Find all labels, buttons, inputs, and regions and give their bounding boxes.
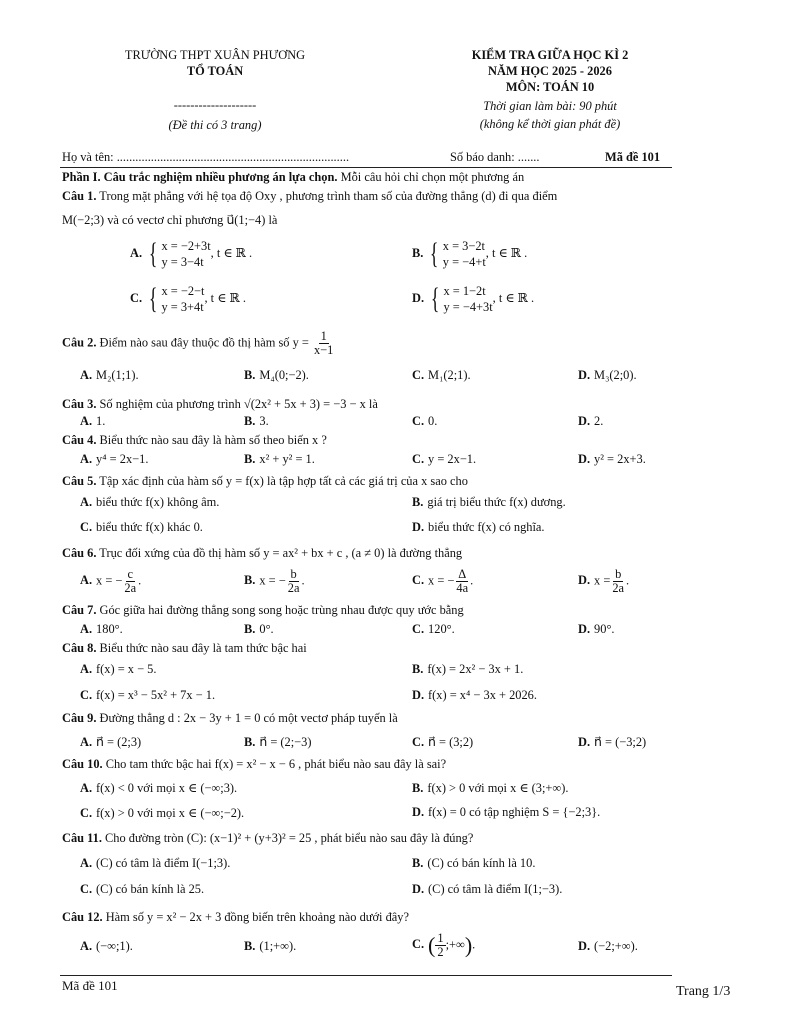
option-letter: C. [130, 290, 143, 305]
department: TỔ TOÁN [186, 64, 244, 78]
q5-option-d[interactable] [412, 520, 545, 535]
option-text: f(x) = 2x² − 3x + 1. [427, 662, 524, 676]
question-text: Hàm số y = x² − 2x + 3 đồng biến trên khoảng nào dưới đây? [102, 910, 409, 924]
q9-option-a[interactable] [80, 734, 141, 750]
option-text: n⃗ = (−3;2) [594, 735, 647, 749]
fraction [286, 567, 305, 595]
q1-option-d[interactable]: D. { x = 1−2t y = −4+3t , t ∈ ℝ . [412, 282, 535, 315]
q6-option-d[interactable] [578, 568, 629, 595]
frac-num: 1 [437, 931, 444, 945]
question-9 [62, 711, 398, 726]
q5-option-b[interactable] [412, 495, 566, 510]
option-letter: C. [80, 806, 93, 820]
option-text: (C) có bán kính là 25. [96, 882, 205, 896]
frac-num: Δ [458, 567, 467, 581]
system-line: y = 3−4t [161, 255, 204, 269]
option-tail: . [301, 573, 305, 588]
option-tail: , t ∈ ℝ . [204, 290, 246, 305]
option-letter: C. [80, 520, 93, 534]
option-letter: B. [412, 856, 424, 870]
part1-label: Phần I. Câu trắc nghiệm nhiều phương án lựa chọn. [62, 170, 338, 184]
q6-option-b[interactable] [244, 568, 305, 595]
option-letter: D. [412, 805, 425, 819]
option-tail: . [626, 573, 630, 588]
question-text: Cho đường tròn (C): (x−1)² + (y+3)² = 25 , phát biểu nào sau đây là đúng? [101, 831, 474, 845]
option-letter: D. [412, 290, 425, 305]
option-text: f(x) = 0 có tập nghiệm S = {−2;3}. [428, 805, 601, 819]
option-letter: C. [412, 414, 425, 428]
question-number: Câu 12. [62, 910, 103, 924]
system-line: x = 3−2t [442, 239, 485, 253]
option-letter: B. [412, 495, 424, 509]
fraction [610, 568, 626, 595]
q8-option-a[interactable] [80, 662, 156, 677]
option-letter: C. [80, 688, 93, 702]
q3-option-a[interactable] [80, 414, 105, 429]
option-letter: A. [80, 368, 93, 382]
school-year: NĂM HỌC 2025 - 2026 [488, 64, 612, 78]
option-text: y² = 2x+3. [594, 452, 646, 466]
option-letter: A. [80, 735, 93, 749]
option-text: x = − [259, 573, 286, 588]
option-letter: A. [80, 495, 93, 509]
question-number: Câu 5. [62, 474, 97, 488]
frac-num: c [127, 567, 134, 581]
option-text: (1;+∞). [259, 939, 297, 953]
q2-option-a[interactable] [80, 368, 139, 383]
question-text: Tập xác định của hàm số y = f(x) là tập hợp tất cả các giá trị của x sao cho [96, 474, 468, 488]
option-letter: D. [412, 882, 425, 896]
option-letter: B. [244, 622, 256, 636]
exam-code: Mã đề 101 [605, 150, 661, 164]
option-letter: B. [412, 781, 424, 795]
option-text: f(x) < 0 với mọi x ∈ (−∞;3). [96, 781, 238, 795]
school-name: TRƯỜNG THPT XUÂN PHƯƠNG [124, 48, 306, 62]
q6-option-a[interactable] [80, 568, 141, 595]
q9-option-c[interactable] [412, 734, 473, 750]
option-text: (C) có bán kính là 10. [427, 856, 536, 870]
q6-option-c[interactable] [412, 568, 473, 595]
frac-den: 4a [456, 581, 469, 595]
frac-den: 2a [612, 581, 625, 595]
option-letter: C. [412, 573, 425, 588]
footer-exam-code: Mã đề 101 [62, 978, 118, 993]
option-text: biểu thức f(x) không âm. [96, 495, 220, 509]
q9-option-d[interactable] [578, 734, 646, 750]
student-id-field: Số báo danh: ....... [450, 150, 540, 164]
q2-option-c[interactable] [412, 368, 471, 383]
option-tail: . [138, 573, 142, 588]
option-text: x = [594, 573, 611, 588]
question-text: Cho tam thức bậc hai f(x) = x² − x − 6 , phát biểu nào sau đây là sai? [102, 757, 447, 771]
page-number: Trang 1/3 [676, 984, 731, 999]
q12-option-c[interactable]: C. ( $\frac{1}{2}$ ;+∞). [412, 931, 476, 959]
option-text: 120°. [428, 622, 455, 636]
option-text: biểu thức f(x) có nghĩa. [428, 520, 545, 534]
option-tail: . [470, 573, 474, 588]
option-letter: D. [578, 414, 591, 428]
option-letter: A. [80, 939, 93, 953]
option-text: f(x) > 0 với mọi x ∈ (3;+∞). [427, 781, 569, 795]
option-letter: C. [412, 368, 425, 382]
option-text: y⁴ = 2x−1. [96, 452, 149, 466]
question-5 [62, 474, 468, 489]
option-text: M₁(2;1). [428, 368, 471, 382]
system-line: y = 3+4t [161, 300, 204, 314]
q7-option-a[interactable] [80, 622, 123, 637]
system-line: x = −2−t [161, 284, 205, 298]
time-note: (không kể thời gian phát đề) [479, 117, 621, 131]
q3-option-b[interactable] [244, 414, 269, 429]
option-text: 1. [96, 414, 106, 428]
system-line: x = 1−2t [443, 284, 486, 298]
option-letter: B. [244, 452, 256, 466]
question-text: Đường thẳng d : 2x − 3y + 1 = 0 có một vectơ pháp tuyến là [96, 711, 398, 725]
q7-option-b[interactable] [244, 622, 274, 637]
option-letter: D. [412, 688, 425, 702]
subject: MÔN: TOÁN 10 [505, 80, 595, 94]
q8-option-b[interactable] [412, 662, 523, 677]
question-3 [62, 397, 378, 412]
option-text: M₂(1;1). [96, 368, 139, 382]
part1-desc: Mỗi câu hỏi chỉ chọn một phương án [337, 170, 525, 184]
option-text: (−∞;1). [96, 939, 133, 953]
q4-option-a[interactable] [80, 452, 148, 467]
option-letter: A. [130, 245, 143, 260]
option-text: (−2;+∞). [594, 939, 638, 953]
option-letter: B. [244, 939, 256, 953]
q9-option-b[interactable] [244, 734, 312, 750]
option-text: (C) có tâm là điểm I(1;−3). [428, 882, 563, 896]
q5-option-c[interactable] [80, 520, 203, 535]
student-name-field: Họ và tên: ........................................................................... [62, 150, 350, 164]
option-text: ;+∞ [445, 937, 465, 952]
option-text: f(x) = x − 5. [96, 662, 157, 676]
option-letter: D. [578, 368, 591, 382]
frac-den: 2a [124, 581, 137, 595]
question-number: Câu 1. [62, 189, 97, 203]
q10-option-a[interactable] [80, 780, 237, 796]
option-letter: A. [80, 414, 93, 428]
option-text: n⃗ = (2;3) [96, 735, 142, 749]
question-text: Điểm nào sau đây thuộc đồ thị hàm số y = [96, 335, 309, 350]
option-text: x = − [428, 573, 455, 588]
option-text: f(x) > 0 với mọi x ∈ (−∞;−2). [96, 806, 245, 820]
question-text: Trục đối xứng của đồ thị hàm số y = ax² + bx + c , (a ≠ 0) là đường thẳng [96, 546, 463, 560]
option-text: 90°. [594, 622, 615, 636]
option-letter: C. [412, 452, 425, 466]
option-text: x = − [96, 573, 123, 588]
q1-option-a[interactable]: A. { x = −2+3t y = 3−4t , t ∈ ℝ . [130, 237, 253, 270]
q8-option-d[interactable] [412, 688, 537, 703]
question-6 [62, 546, 462, 561]
option-text: y = 2x−1. [428, 452, 477, 466]
footer-rule [60, 975, 672, 976]
frac-den: 2 [437, 945, 444, 959]
q4-option-b[interactable] [244, 452, 315, 467]
option-letter: B. [244, 368, 256, 382]
option-letter: D. [578, 622, 591, 636]
separator-dashes: -------------------- [173, 98, 257, 112]
option-text: 180°. [96, 622, 123, 636]
question-number: Câu 4. [62, 433, 97, 447]
question-number: Câu 6. [62, 546, 97, 560]
question-text: Số nghiệm của phương trình √(2x² + 5x + 3) = −3 − x là [96, 397, 378, 411]
q4-option-c[interactable] [412, 452, 476, 467]
option-tail: , t ∈ ℝ . [210, 245, 253, 260]
question-2 [62, 330, 335, 357]
fraction [435, 932, 445, 959]
system-line: x = −2+3t [161, 239, 211, 253]
q12-option-b[interactable] [244, 939, 296, 954]
q7-option-d[interactable] [578, 622, 615, 637]
question-number: Câu 7. [62, 603, 97, 617]
option-letter: B. [244, 735, 256, 749]
question-8 [62, 641, 307, 656]
option-text: n⃗ = (3;2) [428, 735, 474, 749]
option-letter: D. [578, 573, 591, 588]
option-letter: D. [578, 735, 591, 749]
exam-title: KIỂM TRA GIỮA HỌC KÌ 2 [471, 48, 629, 62]
header-rule [60, 167, 672, 168]
option-text: 0°. [259, 622, 274, 636]
question-10 [62, 757, 446, 772]
question-number: Câu 11. [62, 831, 102, 845]
q3-option-c[interactable] [412, 414, 437, 429]
q12-option-d[interactable] [578, 939, 638, 954]
part1-heading [62, 170, 524, 185]
pages-note: (Đề thi có 3 trang) [168, 118, 262, 132]
option-text: n⃗ = (2;−3) [259, 735, 312, 749]
option-text: M₃(2;0). [594, 368, 637, 382]
question-number: Câu 2. [62, 335, 97, 350]
q10-option-c[interactable] [80, 805, 244, 821]
option-letter: A. [80, 662, 93, 676]
question-number: Câu 8. [62, 641, 97, 655]
q11-option-c[interactable] [80, 882, 204, 897]
question-text: Trong mặt phẳng với hệ tọa độ Oxy , phương trình tham số của đường thẳng (d) đi qua điểm [96, 189, 558, 203]
option-text: x² + y² = 1. [259, 452, 315, 466]
option-tail: , t ∈ ℝ . [492, 290, 535, 305]
fraction [312, 330, 335, 357]
option-letter: A. [80, 452, 93, 466]
option-text: 0. [428, 414, 438, 428]
option-text: 3. [259, 414, 269, 428]
option-letter: A. [80, 573, 93, 588]
option-letter: A. [80, 856, 93, 870]
question-4 [62, 433, 327, 448]
q10-option-d[interactable] [412, 805, 600, 820]
q3-option-d[interactable] [578, 414, 603, 429]
q2-option-d[interactable] [578, 368, 637, 383]
option-text: f(x) = x³ − 5x² + 7x − 1. [96, 688, 216, 702]
option-letter: C. [412, 735, 425, 749]
frac-den: 2a [287, 581, 300, 595]
question-number: Câu 10. [62, 757, 103, 771]
option-letter: D. [412, 520, 425, 534]
question-text: Biểu thức nào sau đây là hàm số theo biến x ? [96, 433, 327, 447]
option-letter: B. [412, 245, 424, 260]
option-letter: D. [578, 452, 591, 466]
option-text: biểu thức f(x) khác 0. [96, 520, 203, 534]
q12-option-a[interactable] [80, 939, 133, 954]
question-1-cont: M(−2;3) và có vectơ chỉ phương u⃗(1;−4) là [62, 213, 278, 227]
option-letter: C. [412, 622, 425, 636]
time-limit: Thời gian làm bài: 90 phút [483, 99, 617, 113]
q8-option-c[interactable] [80, 688, 215, 703]
q11-option-a[interactable] [80, 856, 230, 871]
frac-num: 1 [320, 329, 327, 343]
option-letter: B. [244, 573, 256, 588]
question-7 [62, 603, 464, 618]
q11-option-d[interactable] [412, 882, 562, 897]
option-tail: , t ∈ ℝ . [485, 245, 528, 260]
q1-option-c[interactable]: C. { x = −2−t y = 3+4t , t ∈ ℝ . [130, 282, 246, 315]
option-text: M₄(0;−2). [259, 368, 309, 382]
system-line: y = −4+3t [443, 300, 493, 314]
q5-option-a[interactable] [80, 495, 219, 510]
system-line: y = −4+t [442, 255, 486, 269]
q1-option-b[interactable]: B. { x = 3−2t y = −4+t , t ∈ ℝ . [412, 237, 528, 270]
option-text: giá trị biểu thức f(x) dương. [427, 495, 566, 509]
option-text: (C) có tâm là điểm I(−1;3). [96, 856, 231, 870]
option-letter: A. [80, 622, 93, 636]
option-letter: C. [80, 882, 93, 896]
option-text: f(x) = x⁴ − 3x + 2026. [428, 688, 537, 702]
question-1 [62, 189, 557, 204]
option-letter: B. [244, 414, 256, 428]
option-text: 2. [594, 414, 604, 428]
question-number: Câu 3. [62, 397, 97, 411]
q10-option-b[interactable] [412, 780, 568, 796]
fraction [122, 568, 138, 595]
option-letter: C. [412, 937, 425, 952]
question-11 [62, 831, 473, 846]
q7-option-c[interactable] [412, 622, 455, 637]
question-12 [62, 910, 409, 925]
q11-option-b[interactable] [412, 856, 535, 871]
frac-num: b [290, 567, 297, 581]
frac-den: x−1 [313, 343, 334, 357]
fraction [454, 568, 470, 595]
option-letter: D. [578, 939, 591, 953]
option-letter: A. [80, 781, 93, 795]
option-letter: B. [412, 662, 424, 676]
frac-num: b [615, 567, 622, 581]
question-text: Góc giữa hai đường thẳng song song hoặc trùng nhau được quy ước bằng [96, 603, 464, 617]
question-text: Biểu thức nào sau đây là tam thức bậc hai [96, 641, 307, 655]
question-number: Câu 9. [62, 711, 97, 725]
q2-option-b[interactable] [244, 368, 309, 383]
q4-option-d[interactable] [578, 452, 646, 467]
